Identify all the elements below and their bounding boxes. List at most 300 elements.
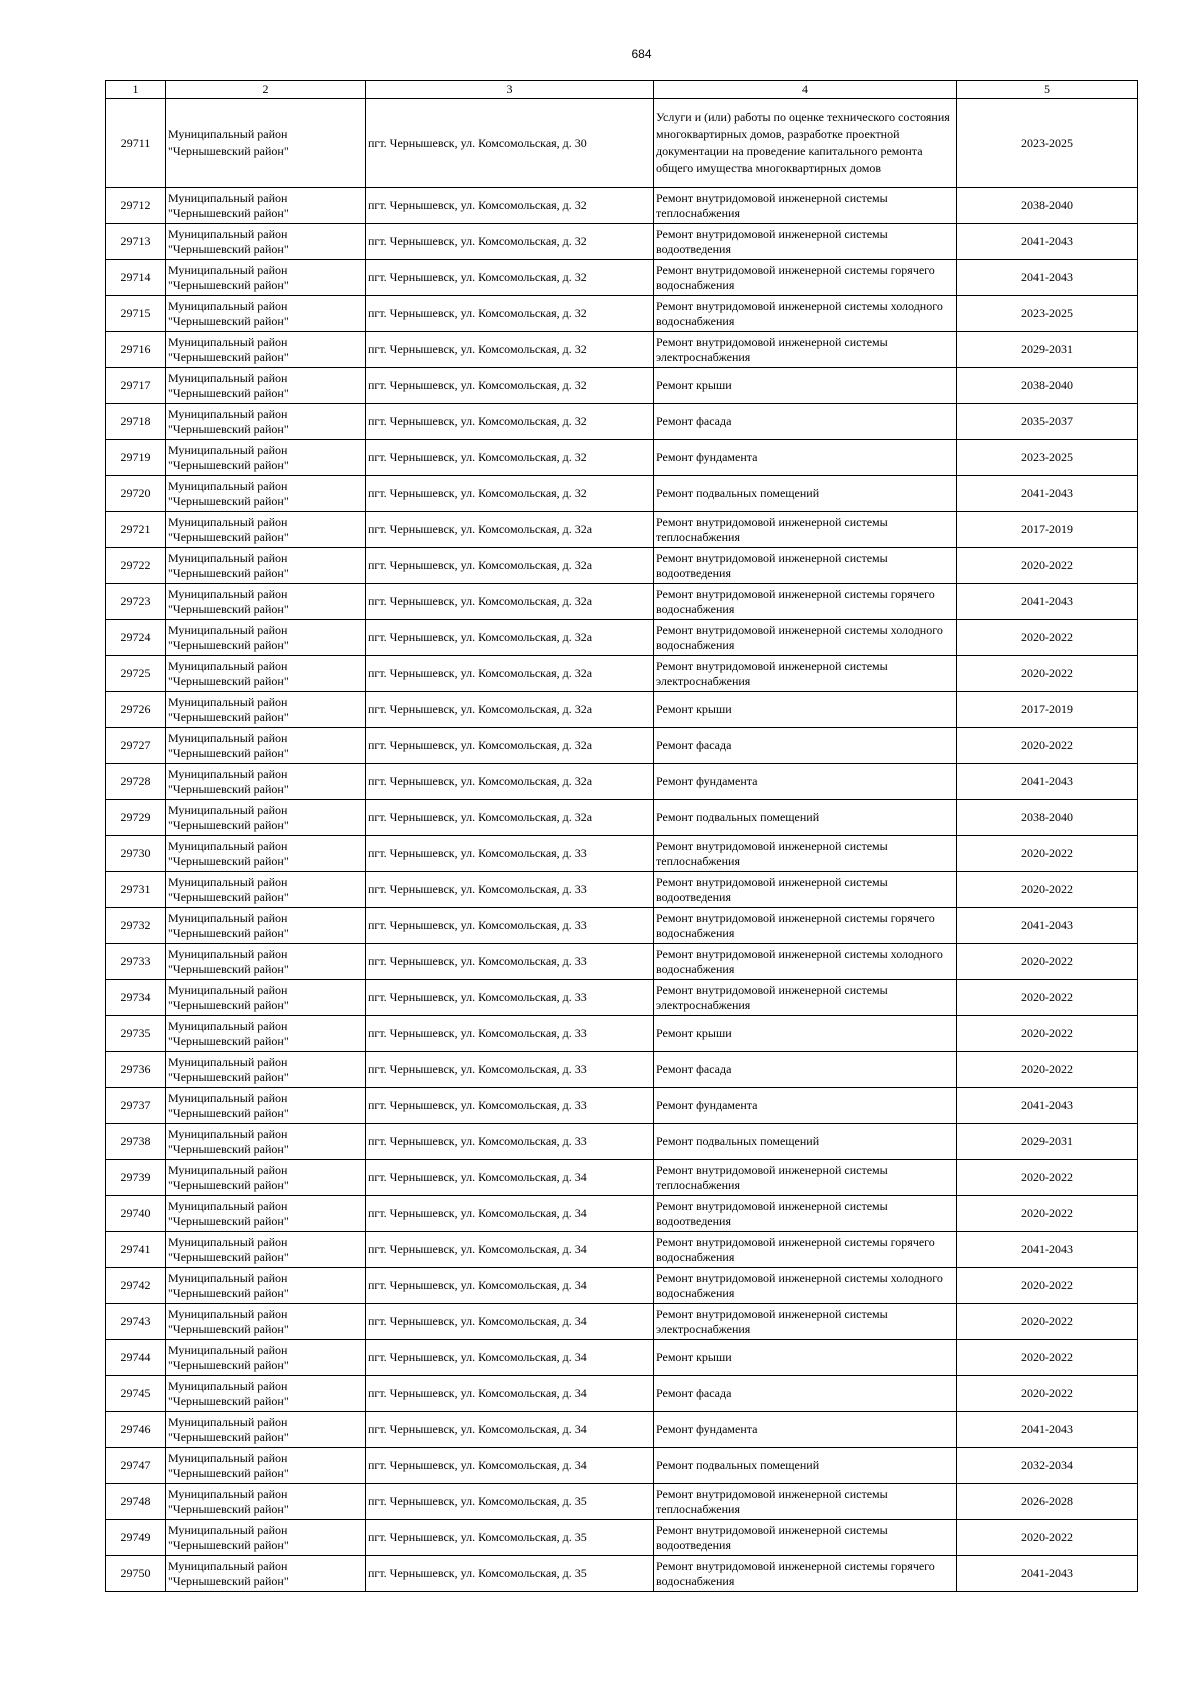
region-line-2: "Чернышевский район" xyxy=(168,889,289,904)
address-cell: пгт. Чернышевск, ул. Комсомольская, д. 34 xyxy=(366,1412,654,1448)
region-line-1: Муниципальный район xyxy=(168,1090,288,1105)
region-line-2: "Чернышевский район" xyxy=(168,1285,289,1300)
work-type-cell: Ремонт внутридомовой инженерной системы водоотведения xyxy=(654,548,957,584)
row-number-cell: 29740 xyxy=(106,1196,166,1232)
table-row xyxy=(106,1556,1138,1592)
row-number-cell: 29729 xyxy=(106,800,166,836)
row-number-cell: 29737 xyxy=(106,1088,166,1124)
region-line-1: Муниципальный район xyxy=(168,730,288,745)
work-type-cell: Ремонт внутридомовой инженерной системы электроснабжения xyxy=(654,980,957,1016)
table-row xyxy=(106,1052,1138,1088)
region-line-1: Муниципальный район xyxy=(168,586,288,601)
row-number-cell: 29741 xyxy=(106,1232,166,1268)
region-line-1: Муниципальный район xyxy=(168,334,288,349)
period-cell: 2029-2031 xyxy=(957,332,1138,368)
table-row xyxy=(106,1520,1138,1556)
table-row xyxy=(106,872,1138,908)
address-cell: пгт. Чернышевск, ул. Комсомольская, д. 32 xyxy=(366,368,654,404)
address-cell: пгт. Чернышевск, ул. Комсомольская, д. 35 xyxy=(366,1520,654,1556)
region-line-2: "Чернышевский район" xyxy=(168,817,289,832)
region-line-1: Муниципальный район xyxy=(168,370,288,385)
region-line-2: "Чернышевский район" xyxy=(168,781,289,796)
region-cell xyxy=(166,1340,366,1376)
address-cell: пгт. Чернышевск, ул. Комсомольская, д. 32 xyxy=(366,332,654,368)
region-line-2: "Чернышевский район" xyxy=(168,1177,289,1192)
address-cell: пгт. Чернышевск, ул. Комсомольская, д. 33 xyxy=(366,1052,654,1088)
work-type-cell: Ремонт внутридомовой инженерной системы холодного водоснабжения xyxy=(654,296,957,332)
region-cell xyxy=(166,1160,366,1196)
address-cell: пгт. Чернышевск, ул. Комсомольская, д. 32а xyxy=(366,656,654,692)
region-line-1: Муниципальный район xyxy=(168,1558,288,1573)
work-type-cell: Ремонт фундамента xyxy=(654,1412,957,1448)
region-line-1: Муниципальный район xyxy=(168,298,288,313)
region-line-1: Муниципальный район xyxy=(168,1270,288,1285)
row-number-cell: 29723 xyxy=(106,584,166,620)
region-cell xyxy=(166,764,366,800)
row-number-cell: 29726 xyxy=(106,692,166,728)
work-type-cell: Ремонт внутридомовой инженерной системы теплоснабжения xyxy=(654,188,957,224)
table-row xyxy=(106,1268,1138,1304)
table-row xyxy=(106,656,1138,692)
row-number-cell: 29738 xyxy=(106,1124,166,1160)
work-type-cell: Ремонт фундамента xyxy=(654,1088,957,1124)
period-cell: 2020-2022 xyxy=(957,1304,1138,1340)
region-cell xyxy=(166,260,366,296)
region-line-2: "Чернышевский район" xyxy=(168,1033,289,1048)
address-cell: пгт. Чернышевск, ул. Комсомольская, д. 32 xyxy=(366,188,654,224)
row-number-cell: 29719 xyxy=(106,440,166,476)
register-table xyxy=(105,80,1138,1592)
region-cell xyxy=(166,1304,366,1340)
work-type-cell: Ремонт внутридомовой инженерной системы электроснабжения xyxy=(654,1304,957,1340)
row-number-cell: 29750 xyxy=(106,1556,166,1592)
row-number-cell: 29745 xyxy=(106,1376,166,1412)
table-row xyxy=(106,1412,1138,1448)
region-line-2: "Чернышевский район" xyxy=(168,637,289,652)
region-cell xyxy=(166,1484,366,1520)
address-cell: пгт. Чернышевск, ул. Комсомольская, д. 33 xyxy=(366,872,654,908)
row-number-cell: 29744 xyxy=(106,1340,166,1376)
work-type-cell: Ремонт крыши xyxy=(654,368,957,404)
region-cell xyxy=(166,476,366,512)
region-cell xyxy=(166,1052,366,1088)
work-type-cell: Услуги и (или) работы по оценке технического состояния многоквартирных домов, разработке проектной документации на проведение капитального ремонта общего имущества многоквартирных домов xyxy=(654,99,957,188)
region-cell xyxy=(166,800,366,836)
region-cell xyxy=(166,692,366,728)
region-line-1: Муниципальный район xyxy=(168,514,288,529)
region-cell xyxy=(166,512,366,548)
work-type-cell: Ремонт подвальных помещений xyxy=(654,800,957,836)
table-body xyxy=(106,99,1138,1592)
region-line-1: Муниципальный район xyxy=(168,550,288,565)
region-line-2: "Чернышевский район" xyxy=(168,1357,289,1372)
table-row xyxy=(106,1232,1138,1268)
work-type-cell: Ремонт внутридомовой инженерной системы водоотведения xyxy=(654,1196,957,1232)
table-row xyxy=(106,404,1138,440)
work-type-cell: Ремонт внутридомовой инженерной системы холодного водоснабжения xyxy=(654,944,957,980)
table-row xyxy=(106,944,1138,980)
period-cell: 2020-2022 xyxy=(957,836,1138,872)
region-line-2: "Чернышевский район" xyxy=(168,457,289,472)
period-cell: 2038-2040 xyxy=(957,368,1138,404)
period-cell: 2023-2025 xyxy=(957,99,1138,188)
region-cell xyxy=(166,296,366,332)
period-cell: 2041-2043 xyxy=(957,584,1138,620)
region-cell xyxy=(166,99,366,188)
period-cell: 2026-2028 xyxy=(957,1484,1138,1520)
period-cell: 2020-2022 xyxy=(957,1052,1138,1088)
work-type-cell: Ремонт внутридомовой инженерной системы горячего водоснабжения xyxy=(654,584,957,620)
address-cell: пгт. Чернышевск, ул. Комсомольская, д. 34 xyxy=(366,1304,654,1340)
row-number-cell: 29717 xyxy=(106,368,166,404)
period-cell: 2020-2022 xyxy=(957,1520,1138,1556)
region-line-1: Муниципальный район xyxy=(168,1486,288,1501)
period-cell: 2041-2043 xyxy=(957,1412,1138,1448)
region-line-2: "Чернышевский район" xyxy=(168,349,289,364)
region-cell xyxy=(166,1196,366,1232)
address-cell: пгт. Чернышевск, ул. Комсомольская, д. 32а xyxy=(366,584,654,620)
work-type-cell: Ремонт внутридомовой инженерной системы электроснабжения xyxy=(654,332,957,368)
row-number-cell: 29735 xyxy=(106,1016,166,1052)
region-line-1: Муниципальный район xyxy=(168,226,288,241)
work-type-cell: Ремонт крыши xyxy=(654,1340,957,1376)
column-header-1: 1 xyxy=(106,81,166,99)
region-line-1: Муниципальный район xyxy=(168,982,288,997)
row-number-cell: 29746 xyxy=(106,1412,166,1448)
region-line-1: Муниципальный район xyxy=(168,1522,288,1537)
region-cell xyxy=(166,188,366,224)
row-number-cell: 29727 xyxy=(106,728,166,764)
region-line-2: "Чернышевский район" xyxy=(168,565,289,580)
region-cell xyxy=(166,1412,366,1448)
region-line-1: Муниципальный район xyxy=(168,1378,288,1393)
work-type-cell: Ремонт подвальных помещений xyxy=(654,476,957,512)
table-row xyxy=(106,332,1138,368)
work-type-cell: Ремонт внутридомовой инженерной системы водоотведения xyxy=(654,872,957,908)
table-row xyxy=(106,800,1138,836)
period-cell: 2020-2022 xyxy=(957,1016,1138,1052)
region-line-2: "Чернышевский район" xyxy=(168,925,289,940)
region-cell xyxy=(166,1556,366,1592)
row-number-cell: 29749 xyxy=(106,1520,166,1556)
period-cell: 2041-2043 xyxy=(957,764,1138,800)
work-type-cell: Ремонт внутридомовой инженерной системы горячего водоснабжения xyxy=(654,1232,957,1268)
work-type-cell: Ремонт внутридомовой инженерной системы электроснабжения xyxy=(654,656,957,692)
period-cell: 2020-2022 xyxy=(957,1160,1138,1196)
region-line-2: "Чернышевский район" xyxy=(168,1429,289,1444)
region-cell xyxy=(166,620,366,656)
address-cell: пгт. Чернышевск, ул. Комсомольская, д. 33 xyxy=(366,836,654,872)
region-cell xyxy=(166,224,366,260)
row-number-cell: 29720 xyxy=(106,476,166,512)
region-cell xyxy=(166,1376,366,1412)
work-type-cell: Ремонт внутридомовой инженерной системы теплоснабжения xyxy=(654,512,957,548)
region-line-2: "Чернышевский район" xyxy=(168,745,289,760)
address-cell: пгт. Чернышевск, ул. Комсомольская, д. 34 xyxy=(366,1196,654,1232)
region-line-1: Муниципальный район xyxy=(168,442,288,457)
work-type-cell: Ремонт внутридомовой инженерной системы холодного водоснабжения xyxy=(654,1268,957,1304)
period-cell: 2020-2022 xyxy=(957,1196,1138,1232)
region-line-1: Муниципальный район xyxy=(168,766,288,781)
table-header xyxy=(106,81,1138,99)
period-cell: 2020-2022 xyxy=(957,620,1138,656)
table-row xyxy=(106,728,1138,764)
row-number-cell: 29712 xyxy=(106,188,166,224)
table-row xyxy=(106,1448,1138,1484)
region-line-2: "Чернышевский район" xyxy=(168,1501,289,1516)
work-type-cell: Ремонт крыши xyxy=(654,692,957,728)
work-type-cell: Ремонт внутридомовой инженерной системы горячего водоснабжения xyxy=(654,908,957,944)
region-cell xyxy=(166,980,366,1016)
region-line-1: Муниципальный район xyxy=(168,190,288,205)
work-type-cell: Ремонт внутридомовой инженерной системы горячего водоснабжения xyxy=(654,260,957,296)
region-line-1: Муниципальный район xyxy=(168,478,288,493)
column-header-3: 3 xyxy=(366,81,654,99)
period-cell: 2020-2022 xyxy=(957,1376,1138,1412)
work-type-cell: Ремонт подвальных помещений xyxy=(654,1124,957,1160)
address-cell: пгт. Чернышевск, ул. Комсомольская, д. 35 xyxy=(366,1556,654,1592)
period-cell: 2041-2043 xyxy=(957,224,1138,260)
header-row xyxy=(106,81,1138,99)
work-type-cell: Ремонт фасада xyxy=(654,1052,957,1088)
table-row xyxy=(106,980,1138,1016)
row-number-cell: 29721 xyxy=(106,512,166,548)
work-type-cell: Ремонт внутридомовой инженерной системы горячего водоснабжения xyxy=(654,1556,957,1592)
table-row xyxy=(106,1016,1138,1052)
address-cell: пгт. Чернышевск, ул. Комсомольская, д. 32а xyxy=(366,512,654,548)
work-type-cell: Ремонт внутридомовой инженерной системы водоотведения xyxy=(654,224,957,260)
work-type-cell: Ремонт внутридомовой инженерной системы теплоснабжения xyxy=(654,1160,957,1196)
region-line-2: "Чернышевский район" xyxy=(168,241,289,256)
region-line-1: Муниципальный район xyxy=(168,946,288,961)
column-header-4: 4 xyxy=(654,81,957,99)
period-cell: 2035-2037 xyxy=(957,404,1138,440)
period-cell: 2020-2022 xyxy=(957,1340,1138,1376)
row-number-cell: 29724 xyxy=(106,620,166,656)
work-type-cell: Ремонт внутридомовой инженерной системы теплоснабжения xyxy=(654,836,957,872)
table-row xyxy=(106,584,1138,620)
table-row xyxy=(106,1304,1138,1340)
address-cell: пгт. Чернышевск, ул. Комсомольская, д. 34 xyxy=(366,1448,654,1484)
work-type-cell: Ремонт фундамента xyxy=(654,440,957,476)
region-cell xyxy=(166,836,366,872)
region-cell xyxy=(166,584,366,620)
region-cell xyxy=(166,332,366,368)
work-type-cell: Ремонт внутридомовой инженерной системы теплоснабжения xyxy=(654,1484,957,1520)
region-cell xyxy=(166,1448,366,1484)
region-line-1: Муниципальный район xyxy=(168,1018,288,1033)
region-line-2: "Чернышевский район" xyxy=(168,1141,289,1156)
period-cell: 2023-2025 xyxy=(957,440,1138,476)
region-line-1: Муниципальный район xyxy=(168,1162,288,1177)
work-type-cell: Ремонт фасада xyxy=(654,1376,957,1412)
table-row xyxy=(106,1484,1138,1520)
region-cell xyxy=(166,872,366,908)
period-cell: 2020-2022 xyxy=(957,980,1138,1016)
address-cell: пгт. Чернышевск, ул. Комсомольская, д. 32 xyxy=(366,476,654,512)
table-row xyxy=(106,512,1138,548)
address-cell: пгт. Чернышевск, ул. Комсомольская, д. 33 xyxy=(366,908,654,944)
region-line-2: "Чернышевский район" xyxy=(168,1321,289,1336)
period-cell: 2017-2019 xyxy=(957,692,1138,728)
period-cell: 2041-2043 xyxy=(957,260,1138,296)
table-row xyxy=(106,692,1138,728)
row-number-cell: 29743 xyxy=(106,1304,166,1340)
row-number-cell: 29748 xyxy=(106,1484,166,1520)
row-number-cell: 29742 xyxy=(106,1268,166,1304)
region-cell xyxy=(166,908,366,944)
region-line-1: Муниципальный район xyxy=(168,1306,288,1321)
address-cell: пгт. Чернышевск, ул. Комсомольская, д. 32 xyxy=(366,224,654,260)
period-cell: 2020-2022 xyxy=(957,728,1138,764)
address-cell: пгт. Чернышевск, ул. Комсомольская, д. 32а xyxy=(366,548,654,584)
region-line-2: "Чернышевский район" xyxy=(168,709,289,724)
table-row xyxy=(106,224,1138,260)
table-row xyxy=(106,1088,1138,1124)
row-number-cell: 29747 xyxy=(106,1448,166,1484)
table-row xyxy=(106,764,1138,800)
period-cell: 2017-2019 xyxy=(957,512,1138,548)
address-cell: пгт. Чернышевск, ул. Комсомольская, д. 35 xyxy=(366,1484,654,1520)
table-row xyxy=(106,1124,1138,1160)
period-cell: 2020-2022 xyxy=(957,656,1138,692)
region-line-2: "Чернышевский район" xyxy=(168,1213,289,1228)
row-number-cell: 29722 xyxy=(106,548,166,584)
table-row xyxy=(106,188,1138,224)
region-line-1: Муниципальный район xyxy=(168,802,288,817)
address-cell: пгт. Чернышевск, ул. Комсомольская, д. 32 xyxy=(366,260,654,296)
region-line-1: Муниципальный район xyxy=(168,838,288,853)
region-cell xyxy=(166,728,366,764)
region-cell xyxy=(166,1520,366,1556)
region-cell xyxy=(166,1232,366,1268)
region-line-2: "Чернышевский район" xyxy=(168,529,289,544)
address-cell: пгт. Чернышевск, ул. Комсомольская, д. 33 xyxy=(366,980,654,1016)
address-cell: пгт. Чернышевск, ул. Комсомольская, д. 34 xyxy=(366,1340,654,1376)
region-line-1: Муниципальный район xyxy=(168,910,288,925)
region-cell xyxy=(166,548,366,584)
region-cell xyxy=(166,440,366,476)
region-line-1: Муниципальный район xyxy=(168,1342,288,1357)
table-row xyxy=(106,368,1138,404)
region-line-2: "Чернышевский район" xyxy=(168,1537,289,1552)
region-line-1: Муниципальный район xyxy=(168,1054,288,1069)
period-cell: 2038-2040 xyxy=(957,800,1138,836)
address-cell: пгт. Чернышевск, ул. Комсомольская, д. 32а xyxy=(366,728,654,764)
period-cell: 2041-2043 xyxy=(957,1556,1138,1592)
period-cell: 2023-2025 xyxy=(957,296,1138,332)
region-cell xyxy=(166,944,366,980)
address-cell: пгт. Чернышевск, ул. Комсомольская, д. 33 xyxy=(366,944,654,980)
region-line-2: "Чернышевский район" xyxy=(168,997,289,1012)
row-number-cell: 29714 xyxy=(106,260,166,296)
region-line-2: "Чернышевский район" xyxy=(168,205,289,220)
row-number-cell: 29725 xyxy=(106,656,166,692)
row-number-cell: 29732 xyxy=(106,908,166,944)
region-line-1: Муниципальный район xyxy=(168,127,288,141)
region-cell xyxy=(166,1016,366,1052)
region-line-1: Муниципальный район xyxy=(168,1234,288,1249)
address-cell: пгт. Чернышевск, ул. Комсомольская, д. 32 xyxy=(366,440,654,476)
work-type-cell: Ремонт фундамента xyxy=(654,764,957,800)
table-row xyxy=(106,476,1138,512)
work-type-cell: Ремонт внутридомовой инженерной системы водоотведения xyxy=(654,1520,957,1556)
region-line-2: "Чернышевский район" xyxy=(168,1105,289,1120)
address-cell: пгт. Чернышевск, ул. Комсомольская, д. 34 xyxy=(366,1232,654,1268)
table-row xyxy=(106,1340,1138,1376)
address-cell: пгт. Чернышевск, ул. Комсомольская, д. 32а xyxy=(366,620,654,656)
region-line-2: "Чернышевский район" xyxy=(168,1249,289,1264)
table-row xyxy=(106,260,1138,296)
region-line-2: "Чернышевский район" xyxy=(168,1069,289,1084)
address-cell: пгт. Чернышевск, ул. Комсомольская, д. 32 xyxy=(366,404,654,440)
region-line-1: Муниципальный район xyxy=(168,1198,288,1213)
period-cell: 2020-2022 xyxy=(957,548,1138,584)
address-cell: пгт. Чернышевск, ул. Комсомольская, д. 33 xyxy=(366,1016,654,1052)
region-line-2: "Чернышевский район" xyxy=(168,144,289,158)
region-line-2: "Чернышевский район" xyxy=(168,421,289,436)
period-cell: 2029-2031 xyxy=(957,1124,1138,1160)
table-row xyxy=(106,908,1138,944)
region-cell xyxy=(166,368,366,404)
region-cell xyxy=(166,1088,366,1124)
table-row xyxy=(106,1160,1138,1196)
period-cell: 2038-2040 xyxy=(957,188,1138,224)
region-cell xyxy=(166,1124,366,1160)
address-cell: пгт. Чернышевск, ул. Комсомольская, д. 32а xyxy=(366,800,654,836)
address-cell: пгт. Чернышевск, ул. Комсомольская, д. 33 xyxy=(366,1088,654,1124)
region-line-1: Муниципальный район xyxy=(168,262,288,277)
region-line-2: "Чернышевский район" xyxy=(168,1393,289,1408)
region-line-2: "Чернышевский район" xyxy=(168,961,289,976)
address-cell: пгт. Чернышевск, ул. Комсомольская, д. 32 xyxy=(366,296,654,332)
region-line-2: "Чернышевский район" xyxy=(168,313,289,328)
region-line-1: Муниципальный район xyxy=(168,874,288,889)
address-cell: пгт. Чернышевск, ул. Комсомольская, д. 30 xyxy=(366,99,654,188)
region-line-2: "Чернышевский район" xyxy=(168,277,289,292)
address-cell: пгт. Чернышевск, ул. Комсомольская, д. 34 xyxy=(366,1376,654,1412)
region-line-2: "Чернышевский район" xyxy=(168,673,289,688)
region-line-2: "Чернышевский район" xyxy=(168,1573,289,1588)
row-number-cell: 29711 xyxy=(106,99,166,188)
table-row xyxy=(106,296,1138,332)
work-type-cell: Ремонт фасада xyxy=(654,404,957,440)
row-number-cell: 29718 xyxy=(106,404,166,440)
row-number-cell: 29730 xyxy=(106,836,166,872)
region-line-1: Муниципальный район xyxy=(168,622,288,637)
row-number-cell: 29728 xyxy=(106,764,166,800)
table-row xyxy=(106,548,1138,584)
table-row xyxy=(106,620,1138,656)
period-cell: 2041-2043 xyxy=(957,476,1138,512)
row-number-cell: 29733 xyxy=(106,944,166,980)
period-cell: 2020-2022 xyxy=(957,1268,1138,1304)
region-line-1: Муниципальный район xyxy=(168,1126,288,1141)
region-cell xyxy=(166,656,366,692)
row-number-cell: 29715 xyxy=(106,296,166,332)
region-line-2: "Чернышевский район" xyxy=(168,385,289,400)
region-line-2: "Чернышевский район" xyxy=(168,601,289,616)
row-number-cell: 29716 xyxy=(106,332,166,368)
region-line-1: Муниципальный район xyxy=(168,1414,288,1429)
row-number-cell: 29713 xyxy=(106,224,166,260)
column-header-2: 2 xyxy=(166,81,366,99)
address-cell: пгт. Чернышевск, ул. Комсомольская, д. 32а xyxy=(366,692,654,728)
work-type-cell: Ремонт фасада xyxy=(654,728,957,764)
region-cell xyxy=(166,1268,366,1304)
row-number-cell: 29736 xyxy=(106,1052,166,1088)
region-line-1: Муниципальный район xyxy=(168,1450,288,1465)
